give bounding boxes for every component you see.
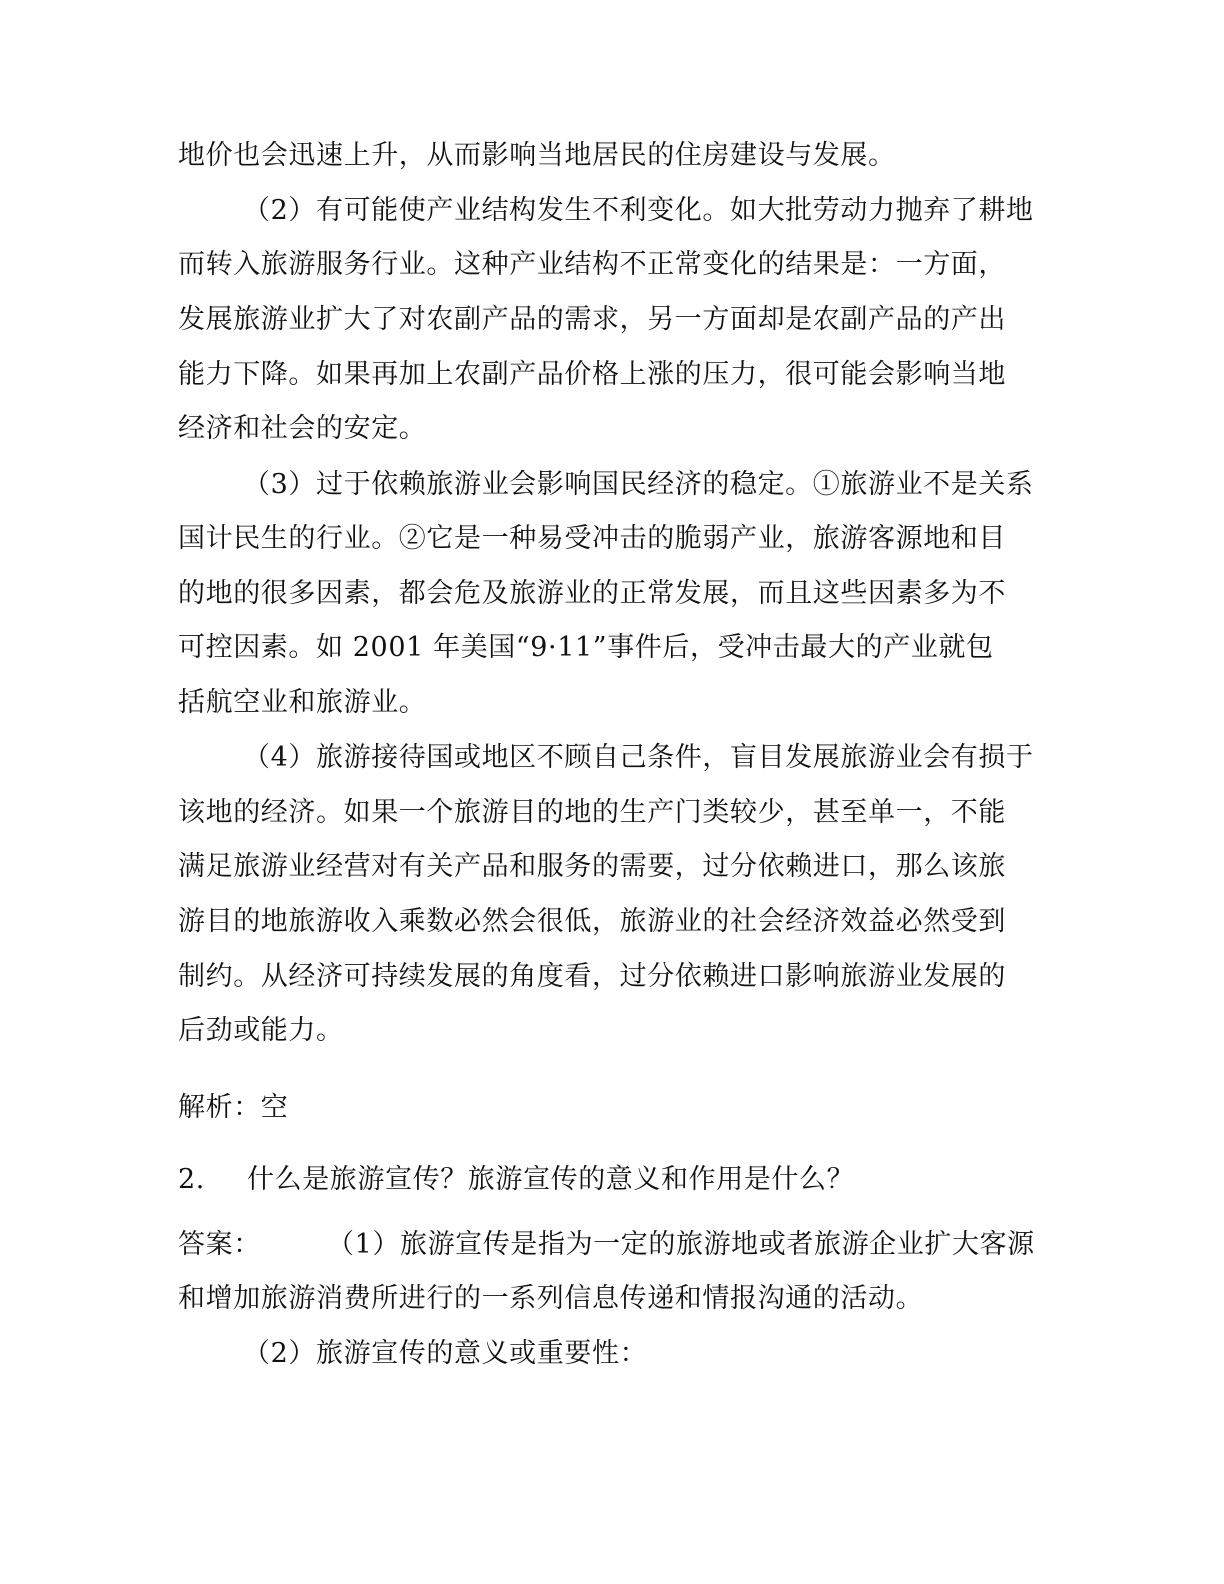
paragraph-2-line-5: 经济和社会的安定。	[178, 413, 427, 444]
answer-line-1: （1）旅游宣传是指为一定的旅游地或者旅游企业扩大客源	[327, 1229, 1035, 1260]
paragraph-3-line-5: 括航空业和旅游业。	[178, 687, 427, 718]
paragraph-4-line-2: 该地的经济。如果一个旅游目的地的生产门类较少，甚至单一，不能	[178, 797, 1006, 828]
question-number: 2.	[178, 1164, 205, 1195]
text-line: 地价也会迅速上升，从而影响当地居民的住房建设与发展。	[178, 140, 896, 171]
paragraph-4-line-1: （4）旅游接待国或地区不顾自己条件，盲目发展旅游业会有损于	[243, 742, 1034, 773]
paragraph-2-line-1: （2）有可能使产业结构发生不利变化。如大批劳动力抛弃了耕地	[243, 195, 1034, 226]
paragraph-2-line-4: 能力下降。如果再加上农副产品价格上涨的压力，很可能会影响当地	[178, 359, 1006, 390]
paragraph-3-line-1: （3）过于依赖旅游业会影响国民经济的稳定。①旅游业不是关系	[243, 469, 1034, 500]
analysis-line: 解析：空	[178, 1092, 289, 1123]
paragraph-4-line-5: 制约。从经济可持续发展的角度看，过分依赖进口影响旅游业发展的	[178, 961, 1006, 992]
paragraph-3-line-2: 国计民生的行业。②它是一种易受冲击的脆弱产业，旅游客源地和目	[178, 523, 1006, 554]
paragraph-2-line-3: 发展旅游业扩大了对农副产品的需求，另一方面却是农副产品的产出	[178, 304, 1006, 335]
answer-label: 答案：	[178, 1229, 261, 1260]
paragraph-2-line-2: 而转入旅游服务行业。这种产业结构不正常变化的结果是：一方面，	[178, 249, 1006, 280]
answer-line-3: （2）旅游宣传的意义或重要性：	[243, 1338, 648, 1369]
paragraph-4-line-4: 游目的地旅游收入乘数必然会很低，旅游业的社会经济效益必然受到	[178, 906, 1006, 937]
paragraph-4-line-6: 后劲或能力。	[178, 1015, 344, 1046]
answer-line-2: 和增加旅游消费所进行的一系列信息传递和情报沟通的活动。	[178, 1283, 924, 1314]
paragraph-3-line-3: 的地的很多因素，都会危及旅游业的正常发展，而且这些因素多为不	[178, 578, 1006, 609]
paragraph-3-line-4: 可控因素。如 2001 年美国“9·11”事件后，受冲击最大的产业就包	[178, 632, 994, 663]
paragraph-4-line-3: 满足旅游业经营对有关产品和服务的需要，过分依赖进口，那么该旅	[178, 851, 1006, 882]
question-text: 什么是旅游宣传？旅游宣传的意义和作用是什么？	[247, 1164, 855, 1195]
